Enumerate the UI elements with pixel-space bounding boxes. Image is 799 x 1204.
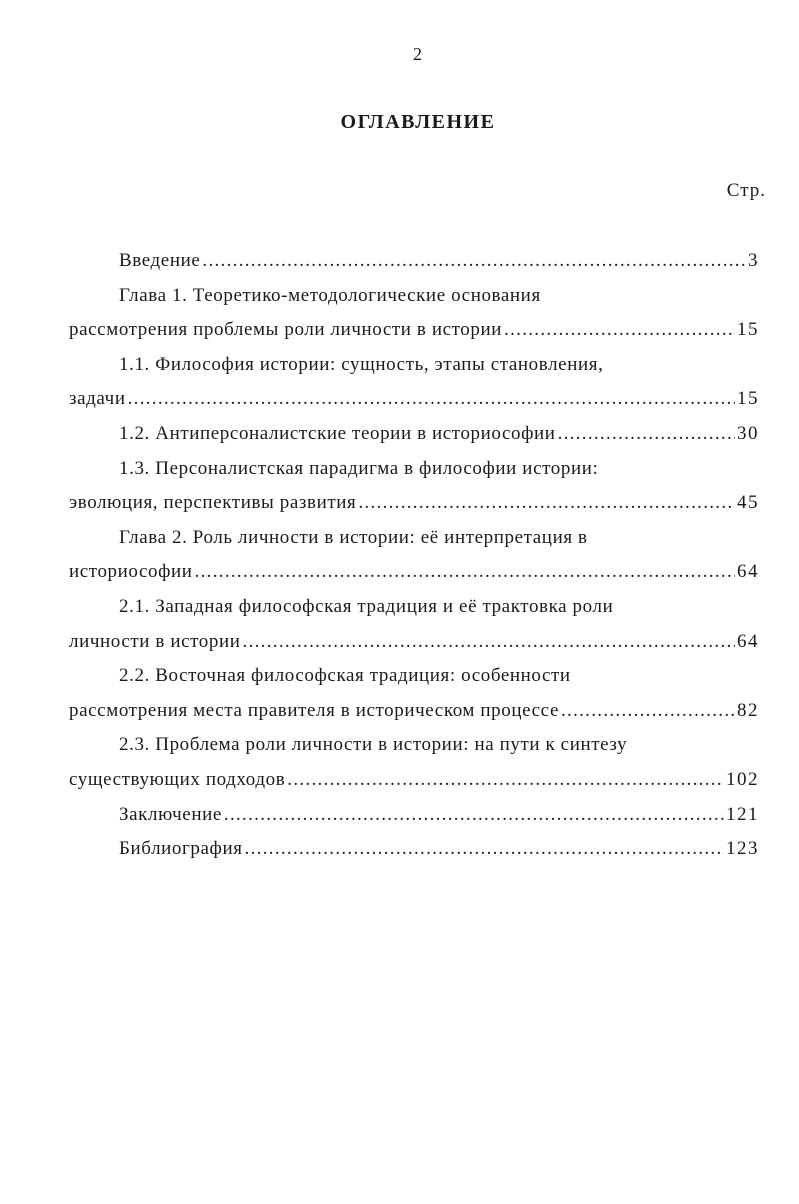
toc-entry-text: рассмотрения проблемы роли личности в истории — [69, 319, 503, 341]
page-number: 2 — [413, 44, 423, 64]
toc-entry-page: 123 — [726, 838, 759, 860]
toc-title: ОГЛАВЛЕНИЕ — [340, 111, 496, 133]
toc-dot-leader — [358, 489, 735, 517]
toc-entry — [69, 835, 759, 870]
toc-dot-leader — [504, 316, 735, 344]
toc-entry — [69, 316, 759, 351]
toc-entry-text: эволюция, перспективы развития — [69, 492, 357, 514]
toc-entry-page: 82 — [737, 699, 759, 721]
toc-entry-page: 64 — [737, 561, 759, 583]
toc-dot-leader — [202, 247, 746, 275]
toc-dot-leader — [558, 420, 735, 448]
toc-entry-text: задачи — [69, 388, 126, 410]
toc-entry-text: 1.3. Персоналистская парадигма в философии истории: — [119, 457, 599, 479]
toc-entry-text: 2.2. Восточная философская традиция: особенности — [119, 665, 571, 687]
toc-entry-page: 30 — [737, 422, 759, 444]
toc-entry-text: рассмотрения места правителя в историческом процессе — [69, 699, 559, 721]
toc-entry-page: 64 — [737, 630, 759, 652]
toc-dot-leader — [128, 385, 735, 413]
toc-entry — [69, 524, 759, 559]
toc-entry-page: 3 — [748, 250, 759, 271]
toc-entry — [69, 558, 759, 593]
page-column-label: Стр. — [726, 180, 766, 201]
toc-entry-page: 15 — [737, 388, 759, 410]
toc-entry — [69, 351, 759, 386]
toc-entry — [69, 420, 759, 455]
toc-entry — [69, 801, 759, 836]
toc-dot-leader — [243, 628, 735, 656]
toc-entry — [69, 697, 759, 732]
toc-entry-text: 1.1. Философия истории: сущность, этапы становления, — [119, 353, 604, 375]
toc-entry-text: существующих подходов — [69, 768, 286, 790]
toc-entry — [69, 628, 759, 663]
toc-entry-page: 15 — [737, 319, 759, 341]
toc-entry-text: 1.2. Антиперсоналистские теории в историософии — [119, 422, 556, 444]
toc-entry-text: Библиография — [119, 838, 243, 860]
table-of-contents — [69, 247, 759, 870]
toc-entry — [69, 385, 759, 420]
toc-entry-text: Глава 2. Роль личности в истории: её интерпретация в — [119, 526, 588, 548]
toc-entry — [69, 282, 759, 317]
toc-dot-leader — [224, 801, 724, 829]
toc-entry-text: 2.3. Проблема роли личности в истории: на пути к синтезу — [119, 734, 628, 756]
toc-entry-text: Глава 1. Теоретико-методологические основания — [119, 284, 541, 306]
toc-entry-text: 2.1. Западная философская традиция и её трактовка роли — [119, 595, 614, 617]
toc-entry-page: 102 — [726, 768, 759, 790]
toc-dot-leader — [245, 835, 724, 863]
toc-entry-page: 45 — [737, 492, 759, 514]
toc-entry — [69, 662, 759, 697]
toc-dot-leader — [195, 558, 735, 586]
toc-entry — [69, 455, 759, 490]
toc-entry-text: историософии — [69, 561, 193, 583]
toc-dot-leader — [287, 766, 724, 794]
toc-entry-page: 121 — [726, 803, 759, 825]
toc-entry — [69, 766, 759, 801]
toc-entry-text: Введение — [119, 250, 201, 271]
toc-entry — [69, 489, 759, 524]
toc-entry-text: Заключение — [119, 803, 222, 825]
toc-entry — [69, 247, 759, 282]
toc-entry-text: личности в истории — [69, 630, 241, 652]
toc-entry — [69, 593, 759, 628]
toc-entry — [69, 731, 759, 766]
toc-dot-leader — [561, 697, 735, 725]
